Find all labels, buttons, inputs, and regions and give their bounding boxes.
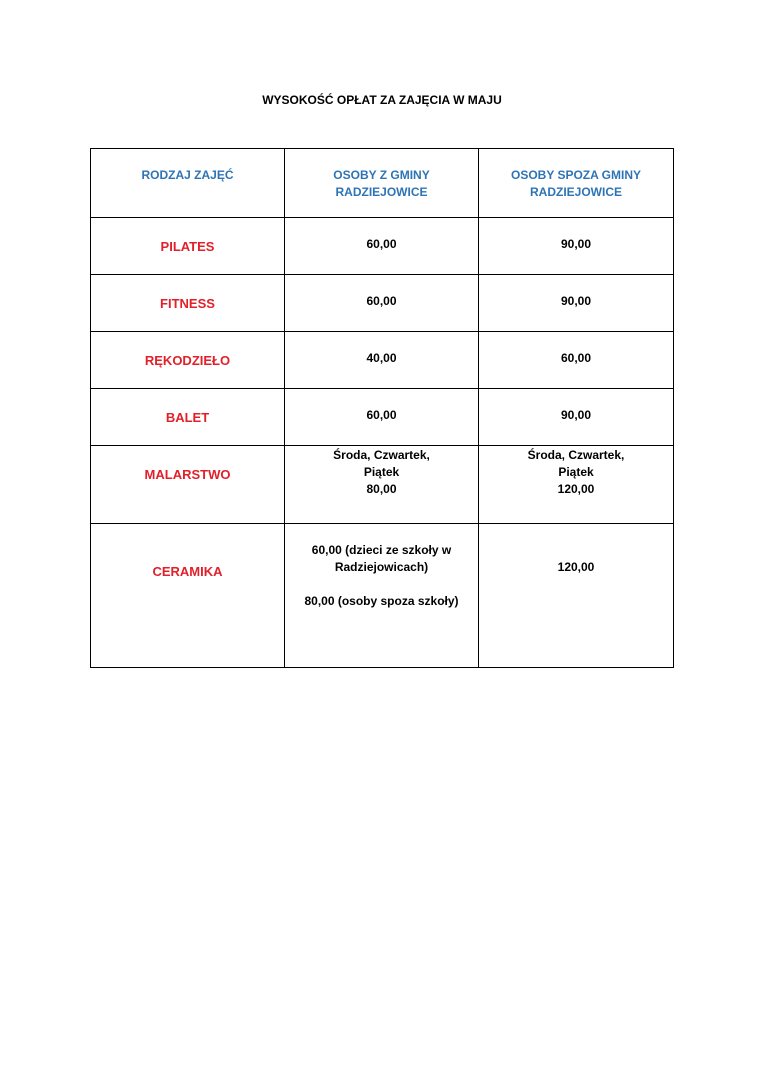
page-title: WYSOKOŚĆ OPŁAT ZA ZAJĘCIA W MAJU (262, 93, 502, 107)
table-header-row (91, 149, 674, 218)
activity-name: MALARSTWO (91, 446, 285, 524)
activity-name: PILATES (91, 218, 285, 275)
local-fee: 60,00 (285, 275, 479, 332)
outside-fee: 90,00 (479, 218, 674, 275)
activity-name: FITNESS (91, 275, 285, 332)
table-row (91, 389, 674, 446)
local-fee: 60,00 (dzieci ze szkoły w Radziejowicach) 80,00 (osoby spoza szkoły) (285, 524, 479, 668)
activity-name: RĘKODZIEŁO (91, 332, 285, 389)
outside-fee: 60,00 (479, 332, 674, 389)
activity-name: CERAMIKA (91, 524, 285, 668)
table-row (91, 524, 674, 668)
local-fee: 60,00 (285, 389, 479, 446)
local-fee: 60,00 (285, 218, 479, 275)
table-row (91, 332, 674, 389)
local-fee: 40,00 (285, 332, 479, 389)
outside-fee: Środa, Czwartek, Piątek 120,00 (479, 446, 674, 524)
outside-fee: 90,00 (479, 275, 674, 332)
fees-table (90, 148, 674, 668)
table-row (91, 218, 674, 275)
outside-fee: 90,00 (479, 389, 674, 446)
local-fee: Środa, Czwartek, Piątek 80,00 (285, 446, 479, 524)
header-activity-type: RODZAJ ZAJĘĆ (91, 149, 285, 218)
header-local-residents: OSOBY Z GMINY RADZIEJOWICE (285, 149, 479, 218)
header-outside-residents: OSOBY SPOZA GMINY RADZIEJOWICE (479, 149, 674, 218)
outside-fee: 120,00 (479, 524, 674, 668)
activity-name: BALET (91, 389, 285, 446)
table-row (91, 275, 674, 332)
table-row (91, 446, 674, 524)
